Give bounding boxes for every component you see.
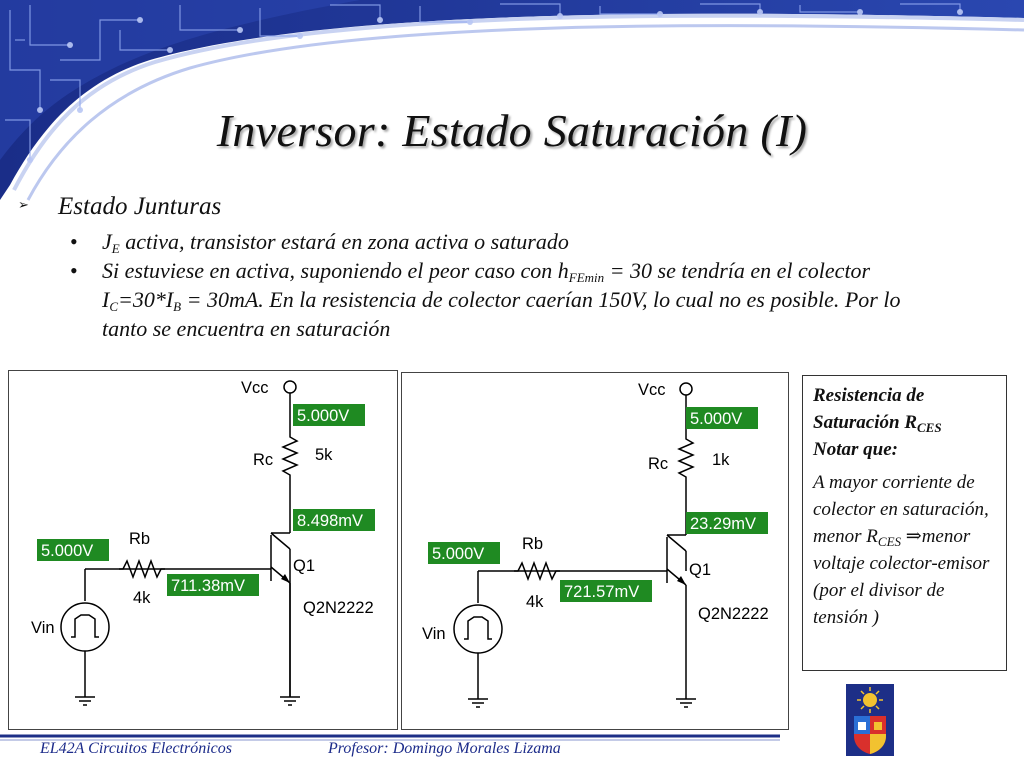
q-model-label: Q2N2222 [698,605,769,623]
bullet-list [18,193,918,343]
voltage-input-value: 5.000V [41,542,94,560]
bullet-main [18,193,918,227]
q1-label: Q1 [689,561,712,579]
voltage-collector-value: 23.29mV [690,515,757,533]
rb-value: 4k [133,589,151,607]
voltage-base-value: 721.57mV [564,583,640,601]
voltage-supply-value: 5.000V [297,407,350,425]
vcc-label: Vcc [241,379,269,397]
dot-bullet-icon: • [70,258,78,283]
vin-label: Vin [31,619,55,637]
footer-professor: Profesor: Domingo Morales Lizama [328,740,561,757]
note-heading: Resistencia de Saturación $R_{CES}$ Notar que: [813,385,942,460]
rb-label: Rb [129,530,151,548]
rc-value: 5k [315,446,333,464]
rc-label: Rc [253,451,274,469]
circuit-panel-1 [8,370,398,730]
vcc-label: Vcc [638,381,666,399]
circuit-panel-2 [401,372,789,730]
note-body: A mayor corriente de colector en saturación, menor $R_{CES}$ ⇒menor voltaje colector-emisor (por el divisor de tensión ) [813,472,990,628]
sub-bullet-2: • Si estuviese en activa, suponiendo el peor caso con $h_{FEmin} = 30$ se tendría en el colector $I_C=30*I_B = 30mA$. En la resistencia de colector caerían 150V, lo cual no es posible. Por lo tanto se encuentra en saturación [70,258,901,341]
arrow-bullet-icon: ➢ [18,197,29,212]
voltage-collector-value: 8.498mV [297,512,364,530]
voltage-supply-value: 5.000V [690,410,743,428]
footer-course: EL42A Circuitos Electrónicos [40,740,232,757]
circuit-schematic-1 [9,371,397,729]
vin-label: Vin [422,625,446,643]
circuit-schematic-2 [402,373,788,729]
note-box [802,375,1007,671]
q1-label: Q1 [293,557,316,575]
rb-label: Rb [522,535,544,553]
university-crest-logo [846,684,894,756]
voltage-base-value: 711.38mV [171,577,245,595]
implies-arrow-icon: ⇒ [905,526,922,547]
sub-bullet-1: • $J_E$ activa, transistor estará en zona activa o saturado [70,229,569,256]
slide-title: Inversor: Estado Saturación (I) [216,105,808,156]
voltage-input-value: 5.000V [432,545,485,563]
q-model-label: Q2N2222 [303,599,374,617]
rc-label: Rc [648,455,669,473]
rb-value: 4k [526,593,544,611]
bullet-main-text: Estado Junturas [58,193,222,220]
dot-bullet-icon: • [70,229,78,254]
rc-value: 1k [712,451,730,469]
